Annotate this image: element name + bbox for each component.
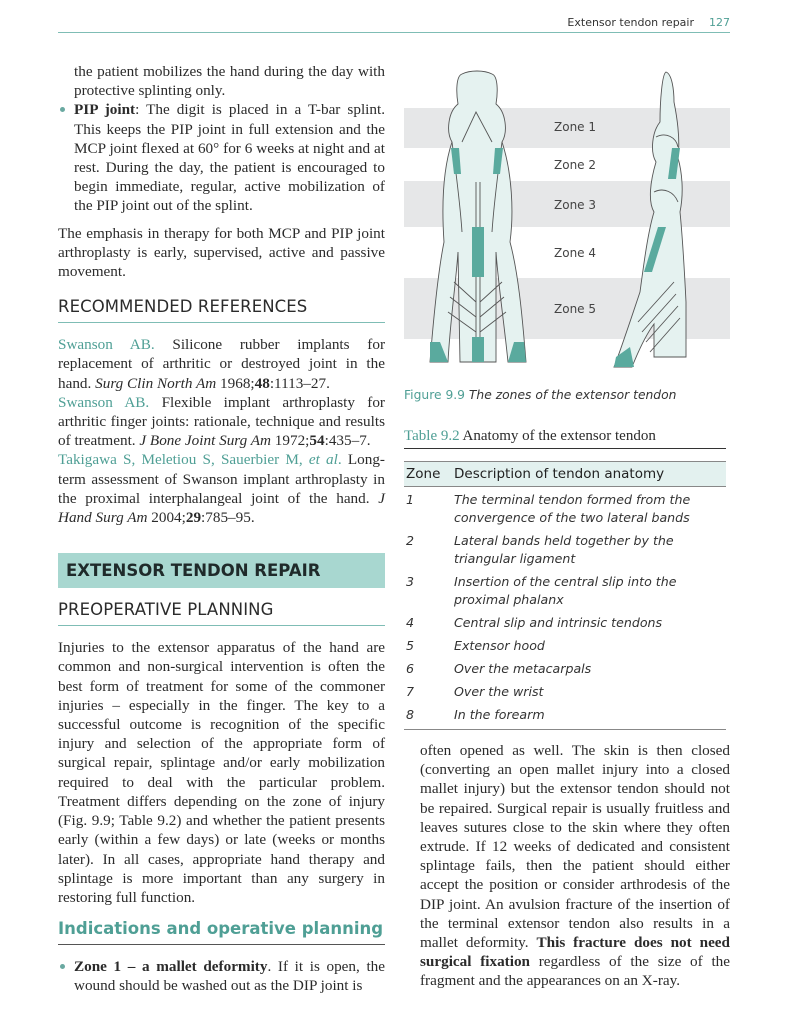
zone-number-cell: 2 bbox=[406, 533, 415, 548]
lateral-view-illustration bbox=[614, 72, 686, 367]
zone-description-cell: In the forearm bbox=[452, 704, 726, 730]
table-title-text: Anatomy of the extensor tendon bbox=[459, 428, 656, 444]
table-header-row bbox=[404, 462, 726, 487]
zone-description-cell: Central slip and intrinsic tendons bbox=[454, 615, 663, 630]
running-title: Extensor tendon repair bbox=[567, 16, 694, 29]
table-row bbox=[404, 612, 726, 635]
bullet-zone-1 bbox=[58, 957, 385, 995]
emphasis-paragraph: The emphasis in therapy for both MCP and PIP joint arthroplasty is early, supervised, active and passive movement. bbox=[58, 224, 385, 281]
zone-label: Zone 4 bbox=[554, 246, 596, 260]
preop-heading: PREOPERATIVE PLANNING bbox=[58, 600, 385, 626]
mallet-paragraph: often opened as well. The skin is then closed (converting an open mallet injury into a closed mallet injury) but the extensor tendon should not be repaired. Surgical repair is usually fruitless and leaves sutures close to the skin where they often extrude. If 12 weeks of dedicated and consistent splintage fails, then the patient should either accept the position or consider arthrodesis of the DIP joint. An avulsion fracture of the insertion of the terminal extensor tendon also results in a mallet deformity. This fracture does not need surgical fixation regardless of the size of the fragment and the appearances on an X-ray. bbox=[420, 742, 730, 990]
indications-heading: Indications and operative planning bbox=[58, 919, 385, 945]
bullet-icon bbox=[60, 964, 65, 969]
zone-number-cell: 7 bbox=[406, 684, 415, 699]
zone-number-cell: 4 bbox=[406, 615, 415, 630]
section-banner: EXTENSOR TENDON REPAIR bbox=[58, 553, 385, 588]
figure-caption bbox=[404, 388, 676, 402]
zones-table bbox=[404, 461, 726, 730]
bullet-icon bbox=[60, 107, 65, 112]
bullet-text: : The digit is placed in a T-bar splint. This keeps the PIP joint in full extension and the MCP joint flexed at 60° for 6 weeks at night and at rest. During the day, the patient is encouraged to begin immediate, regular, active mobilization of the PIP joint out of the splint. bbox=[74, 101, 385, 215]
page-number: 127 bbox=[709, 16, 730, 29]
table-row bbox=[404, 635, 726, 658]
zone-label: Zone 2 bbox=[554, 158, 596, 172]
reference-item: Swanson AB. Flexible implant arthroplasty for arthritic finger joints: rationale, technique and results of treatment. J Bone Joint Surg Am 1972;54:435–7. bbox=[58, 393, 385, 450]
right-column bbox=[420, 741, 730, 991]
zone-number-cell: 1 bbox=[406, 492, 415, 507]
figure-extensor-zones bbox=[404, 62, 730, 382]
column-header-zone: Zone bbox=[406, 466, 441, 482]
zone-description-cell: Over the wrist bbox=[454, 684, 544, 699]
bold-statement: This fracture does not need surgical fixation bbox=[420, 934, 730, 971]
zone-description-cell: Insertion of the central slip into the proximal phalanx bbox=[454, 574, 677, 607]
zone-number-cell: 3 bbox=[406, 574, 415, 589]
zone-description-cell: Extensor hood bbox=[454, 638, 545, 653]
reference-item: Swanson AB. Silicone rubber implants for replacement of arthritic or destroyed joint in the hand. Surg Clin North Am 1968;48:1113–27. bbox=[58, 336, 385, 392]
table-row bbox=[404, 530, 726, 571]
zone-description-cell: Lateral bands held together by the triangular ligament bbox=[454, 533, 674, 566]
table-row bbox=[404, 681, 726, 704]
column-header-description: Description of tendon anatomy bbox=[454, 466, 665, 482]
continuation-paragraph: the patient mobilizes the hand during the day with protective splinting only. bbox=[74, 63, 385, 100]
reference-authors[interactable]: Swanson AB. bbox=[58, 393, 150, 411]
zone-number-cell: 6 bbox=[406, 661, 415, 676]
left-column bbox=[58, 62, 385, 996]
zone-description-cell: Over the metacarpals bbox=[454, 661, 592, 676]
zone-label: Zone 1 bbox=[554, 120, 596, 134]
reference-item: Takigawa S, Meletiou S, Sauerbier M, et al. Long-term assessment of Swanson implant arthroplasty in the proximal interphalangeal joint of the hand. J Hand Surg Am 2004;29:785–95. bbox=[58, 451, 385, 527]
table-row bbox=[404, 487, 726, 531]
table-title bbox=[404, 428, 726, 449]
finger-diagram bbox=[404, 62, 730, 382]
table-extensor-anatomy bbox=[404, 428, 726, 730]
table-row bbox=[404, 704, 726, 730]
zone-description-cell: The terminal tendon formed from the convergence of the two lateral bands bbox=[454, 492, 691, 525]
table-number: Table 9.2 bbox=[404, 428, 460, 444]
table-row bbox=[404, 571, 726, 612]
zone-number-cell: 8 bbox=[404, 704, 452, 730]
bullet-text: . If it is open, the wound should be washed out as the DIP joint is bbox=[74, 958, 386, 995]
zone-label: Zone 5 bbox=[554, 302, 596, 316]
zone-number-cell: 5 bbox=[406, 638, 415, 653]
running-header bbox=[58, 14, 730, 33]
figure-caption-text: The zones of the extensor tendon bbox=[465, 388, 677, 402]
table-row bbox=[404, 658, 726, 681]
preop-paragraph: Injuries to the extensor apparatus of the hand are common and non-surgical intervention is often the best form of treatment for some of the commoner injuries – especially in the finger. The key to a successful outcome is recognition of the specific injury and selection of the appropriate form of surgical repair, splintage and/or early mobilization required to deal with the particular problem. Treatment differs depending on the zone of injury (Fig. 9.9; Table 9.2) and whether the patient presents early (within a few days) or late (weeks or months later). In all cases, appropriate hand therapy and splintage is more important than any surgery in restoring full function. bbox=[58, 639, 385, 906]
zone-label: Zone 3 bbox=[554, 198, 596, 212]
reference-list bbox=[58, 335, 385, 527]
reference-authors[interactable]: Swanson AB. bbox=[58, 336, 155, 354]
references-heading: RECOMMENDED REFERENCES bbox=[58, 297, 385, 323]
figure-number: Figure 9.9 bbox=[404, 388, 466, 402]
reference-authors[interactable]: Takigawa S, Meletiou S, Sauerbier M, et al. bbox=[58, 451, 342, 469]
bullet-pip-joint bbox=[58, 100, 385, 215]
bullet-label: PIP joint bbox=[74, 101, 136, 119]
dorsal-view-illustration bbox=[430, 71, 526, 362]
bullet-label: Zone 1 – a mallet deformity bbox=[74, 958, 268, 976]
